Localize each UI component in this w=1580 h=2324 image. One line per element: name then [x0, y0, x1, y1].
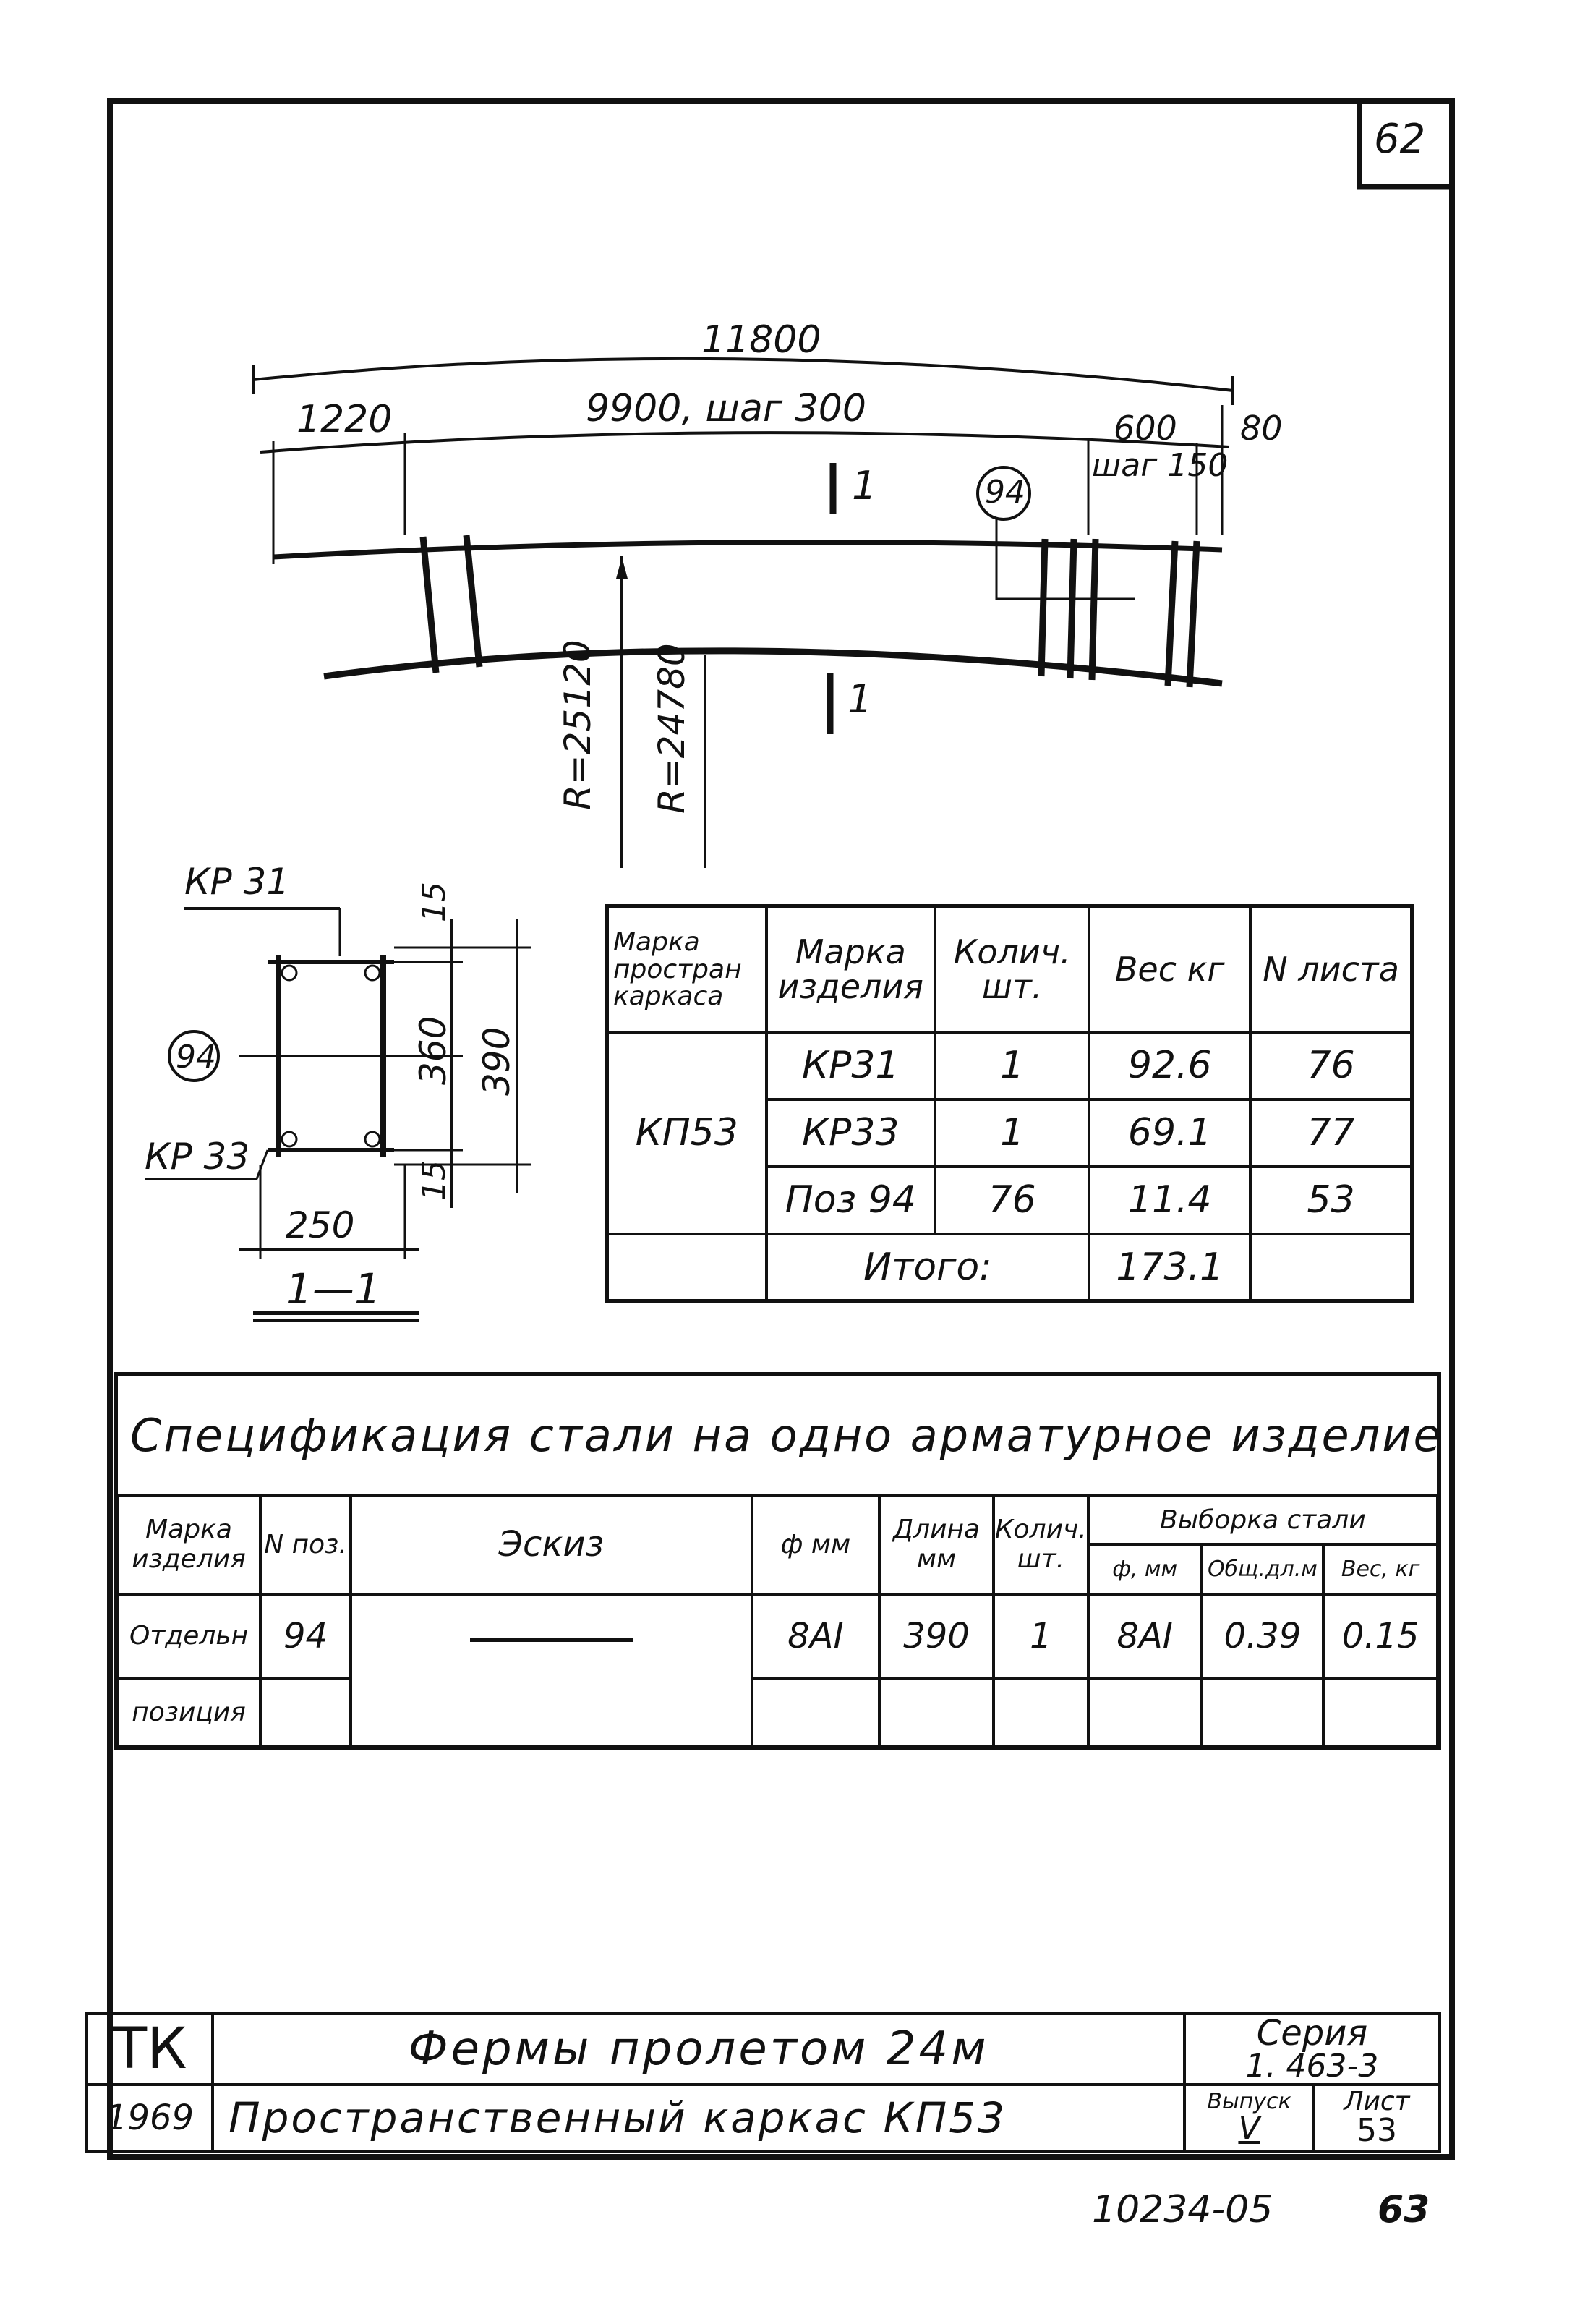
row-item: КР33 [766, 1099, 936, 1167]
spec-header-qty: Колич. шт. [994, 1495, 1088, 1594]
dimension-middle: 9900, шаг 300 [586, 387, 866, 430]
archive-number: 10234-05 [1092, 2188, 1273, 2231]
title-year: 1969 [87, 2085, 213, 2151]
dimension-right: 600 [1114, 409, 1177, 448]
steel-specification-table [116, 1494, 1439, 1748]
title-main: Фермы пролетом 24м [213, 2014, 1184, 2085]
spec-header-length: Длина мм [879, 1495, 994, 1594]
dimension-total: 11800 [701, 318, 821, 362]
spec-header-sel-diam: ф, мм [1088, 1544, 1202, 1593]
row-qty: 1 [935, 1099, 1089, 1167]
spec-qty: 1 [994, 1594, 1088, 1679]
spec-header-sel-weight: Вес, кг [1323, 1544, 1438, 1593]
spec-header-selection: Выборка стали [1088, 1495, 1438, 1544]
row-weight: 92.6 [1089, 1032, 1250, 1099]
section-dim-15-top: 15 [416, 882, 453, 922]
title-org: ТК [87, 2014, 213, 2085]
radius-outer-label: R=25120 [557, 639, 599, 810]
row-qty: 1 [935, 1032, 1089, 1099]
total-value: 173.1 [1089, 1234, 1250, 1301]
section-callout: 94 [176, 1039, 216, 1076]
page-number: 63 [1378, 2188, 1430, 2231]
series-value: 1. 463-3 [1245, 2048, 1379, 2085]
spec-title: Спецификация стали на одно арматурное изделие [130, 1409, 1443, 1462]
spec-sel-diam: 8АI [1088, 1594, 1202, 1679]
series-label: Серия [1256, 2013, 1368, 2053]
dimension-left: 1220 [296, 398, 393, 441]
issue-label: Выпуск [1207, 2089, 1291, 2114]
header-sheet: N листа [1250, 906, 1412, 1032]
spec-header-mark: Марка изделия [117, 1495, 260, 1594]
sheet-cell [1314, 2085, 1440, 2151]
spec-sel-weight: 0.15 [1323, 1594, 1438, 1679]
row-weight: 11.4 [1089, 1167, 1250, 1234]
dimension-end: 80 [1240, 409, 1283, 448]
rebar-sketch-line [470, 1638, 633, 1642]
row-sheet: 77 [1250, 1099, 1412, 1167]
spec-sketch [351, 1594, 752, 1747]
spec-diam: 8АI [752, 1594, 879, 1679]
issue-cell [1184, 2085, 1314, 2151]
section-label-kp31: КР 31 [184, 861, 290, 903]
spec-mark-line1: Отдельн [117, 1594, 260, 1679]
spec-header-pos: N поз. [260, 1495, 351, 1594]
row-sheet: 76 [1250, 1032, 1412, 1099]
spec-header-diam: ф мм [752, 1495, 879, 1594]
spec-header-sketch: Эскиз [351, 1495, 752, 1594]
spec-mark-line2: позиция [117, 1678, 260, 1747]
position-callout: 94 [985, 474, 1025, 511]
section-mark-bottom: 1 [847, 676, 873, 722]
row-weight: 69.1 [1089, 1099, 1250, 1167]
total-label: Итого: [766, 1234, 1090, 1301]
frame-mark-cell: КП53 [607, 1032, 766, 1234]
section-dim-15-bottom: 15 [416, 1160, 453, 1201]
row-item: Поз 94 [766, 1167, 936, 1234]
header-weight: Вес кг [1089, 906, 1250, 1032]
table-row [117, 1678, 1438, 1747]
header-qty: Колич. шт. [935, 906, 1089, 1032]
spec-length: 390 [879, 1594, 994, 1679]
section-label-kp33: КР 33 [145, 1136, 250, 1178]
sheet-label: Лист [1344, 2087, 1410, 2116]
spec-header-sel-total: Общ.дл.м [1202, 1544, 1324, 1593]
section-mark-top: 1 [852, 463, 877, 508]
sheet-value: 53 [1357, 2112, 1397, 2149]
table-row [117, 1594, 1438, 1679]
section-dim-360: 360 [412, 1016, 454, 1085]
row-qty: 76 [935, 1167, 1089, 1234]
section-dim-250: 250 [286, 1204, 355, 1246]
radius-inner-label: R=24780 [651, 643, 693, 814]
section-title: 1—1 [286, 1264, 381, 1314]
section-dim-390: 390 [476, 1026, 518, 1096]
row-sheet: 53 [1250, 1167, 1412, 1234]
dimension-right-step: шаг 150 [1092, 447, 1229, 484]
title-subtitle: Пространственный каркас КП53 [213, 2085, 1184, 2151]
series-cell [1184, 2014, 1440, 2085]
sheet-corner-number: 62 [1374, 116, 1426, 163]
row-item: КР31 [766, 1032, 936, 1099]
header-frame-mark: Марка простран каркаса [607, 906, 766, 1032]
spec-sel-total: 0.39 [1202, 1594, 1324, 1679]
title-block [85, 2012, 1441, 2153]
spec-pos: 94 [260, 1594, 351, 1679]
issue-value: V [1238, 2110, 1260, 2147]
header-item-mark: Марка изделия [766, 906, 936, 1032]
